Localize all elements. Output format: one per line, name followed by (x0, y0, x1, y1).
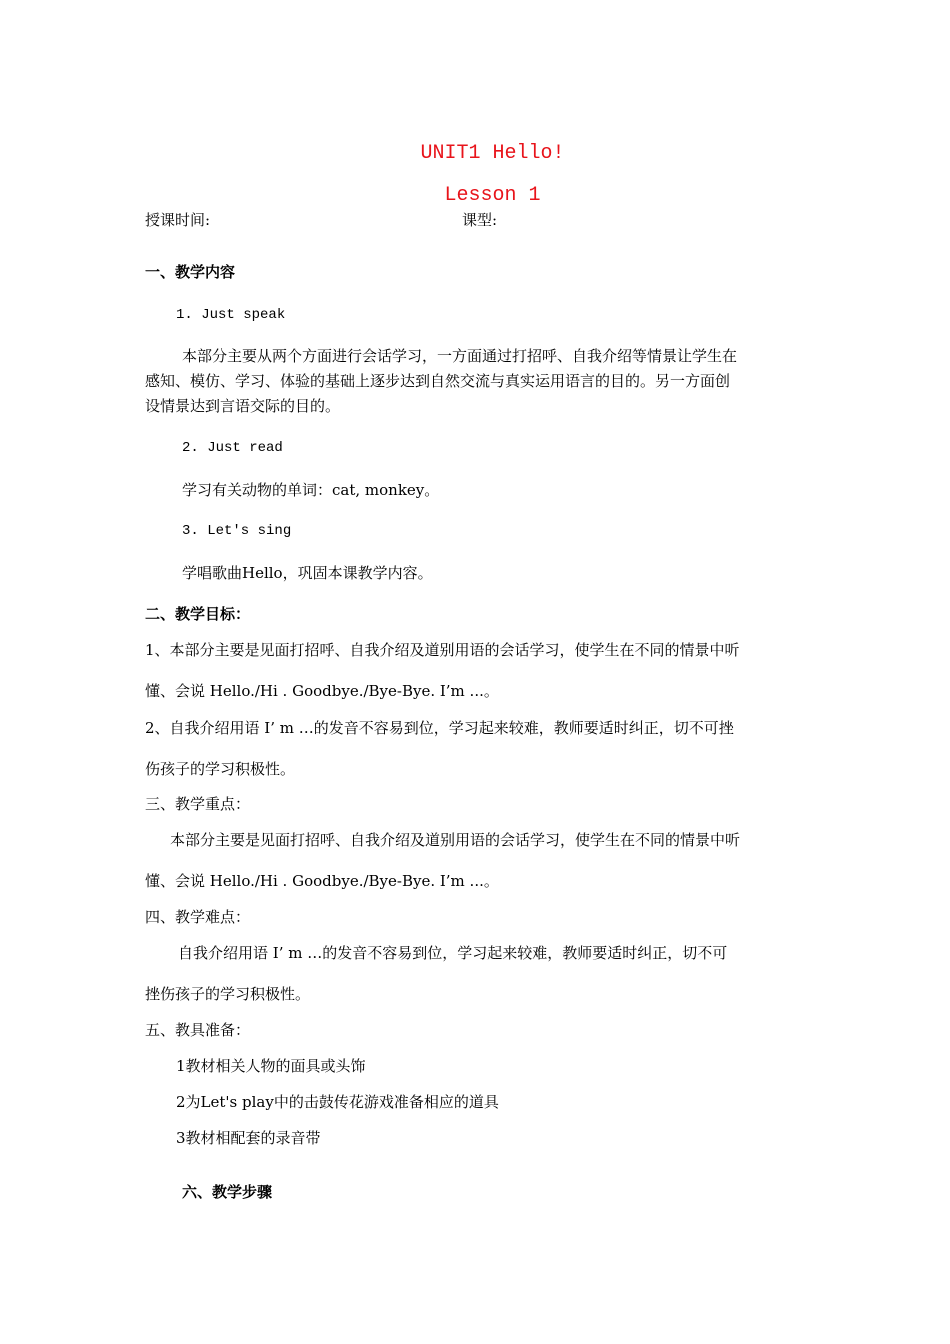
item1-para-line1: 本部分主要从两个方面进行会话学习，一方面通过打招呼、自我介绍等情景让学生在 (182, 347, 738, 365)
item3-para: 学唱歌曲Hello，巩固本课教学内容。 (182, 564, 433, 582)
prep-item-3: 3教材相配套的录音带 (176, 1129, 321, 1147)
lesson-title: Lesson 1 (444, 184, 541, 207)
unit-title: UNIT1 Hello! (420, 142, 565, 165)
section3-heading: 三、教学重点： (145, 795, 251, 813)
item1-para-line3: 设情景达到言语交际的目的。 (145, 397, 341, 415)
item2-title: 2. Just read (182, 440, 283, 456)
goal1-line2: 懂、会说 Hello./Hi . Goodbye./Bye-Bye. I’m ...。 (145, 682, 499, 700)
section1-heading: 一、教学内容 (145, 263, 236, 281)
item1-para-line2: 感知、模仿、学习、体验的基础上逐步达到自然交流与真实运用语言的目的。另一方面创 (145, 372, 731, 390)
section4-heading: 四、教学难点： (145, 908, 251, 926)
prep-item-1: 1教材相关人物的面具或头饰 (176, 1057, 366, 1075)
section5-heading: 五、教具准备： (145, 1021, 251, 1039)
section3-line2: 懂、会说 Hello./Hi . Goodbye./Bye-Bye. I’m ...。 (145, 872, 499, 890)
type-label: 课型: (462, 211, 498, 229)
section2-heading: 二、教学目标： (145, 605, 251, 623)
goal2-line1: 2、自我介绍用语 I’ m …的发音不容易到位，学习起来较难，教师要适时纠正，切不可挫 (145, 719, 734, 737)
section6-heading: 六、教学步骤 (182, 1183, 273, 1201)
prep-item-2: 2为Let's play中的击鼓传花游戏准备相应的道具 (176, 1093, 499, 1111)
section4-line2: 挫伤孩子的学习积极性。 (145, 985, 311, 1003)
item3-title: 3. Let's sing (182, 523, 292, 539)
item2-para: 学习有关动物的单词：cat, monkey。 (182, 481, 440, 499)
time-label: 授课时间: (145, 211, 211, 229)
section3-line1: 本部分主要是见面打招呼、自我介绍及道别用语的会话学习，使学生在不同的情景中听 (170, 831, 741, 849)
section4-line1: 自我介绍用语 I’ m …的发音不容易到位，学习起来较难，教师要适时纠正，切不可 (178, 944, 728, 962)
item1-title: 1. Just speak (176, 307, 286, 323)
goal1-line1: 1、本部分主要是见面打招呼、自我介绍及道别用语的会话学习，使学生在不同的情景中听 (145, 641, 740, 659)
goal2-line2: 伤孩子的学习积极性。 (145, 760, 296, 778)
